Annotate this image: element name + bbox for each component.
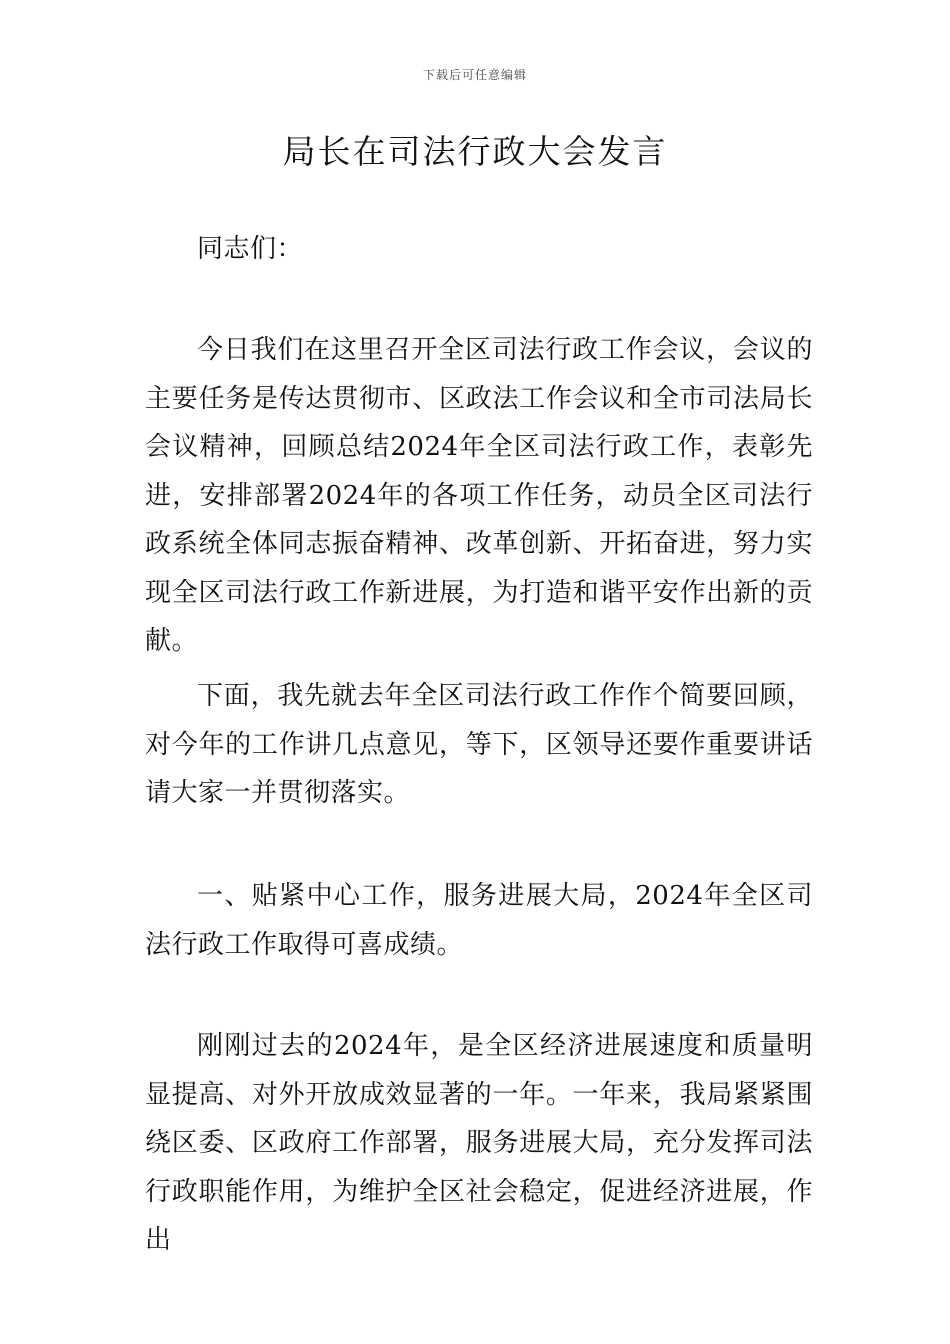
paragraph-1: 今日我们在这里召开全区司法行政工作会议，会议的主要任务是传达贯彻市、区政法工作会议和全市司法局长会议精神，回顾总结2024年全区司法行政工作，表彰先进，安排部署2024年的各项工作任务，动员全区司法行政系统全体同志振奋精神、改革创新、开拓奋进，努力实现全区司法行政工作新进展，为打造和谐平安作出新的贡献。 [145,335,813,656]
salutation: 同志们： [197,234,304,264]
paragraph-3: 刚刚过去的2024年，是全区经济进展速度和质量明显提高、对外开放成效显著的一年。一年来，我局紧紧围绕区委、区政府工作部署，服务进展大局，充分发挥司法行政职能作用，为维护全区社会稳定，促进经济进展，作出 [145,1031,813,1255]
page-title: 局长在司法行政大会发言 [282,132,668,171]
paragraph-2: 下面，我先就去年全区司法行政工作作个简要回顾，对今年的工作讲几点意见，等下，区领导还要作重要讲话请大家一并贯彻落实。 [145,681,813,808]
header-note: 下载后可任意编辑 [422,68,527,82]
section-heading-1: 一、贴紧中心工作，服务进展大局，2024年全区司法行政工作取得可喜成绩。 [145,881,813,960]
